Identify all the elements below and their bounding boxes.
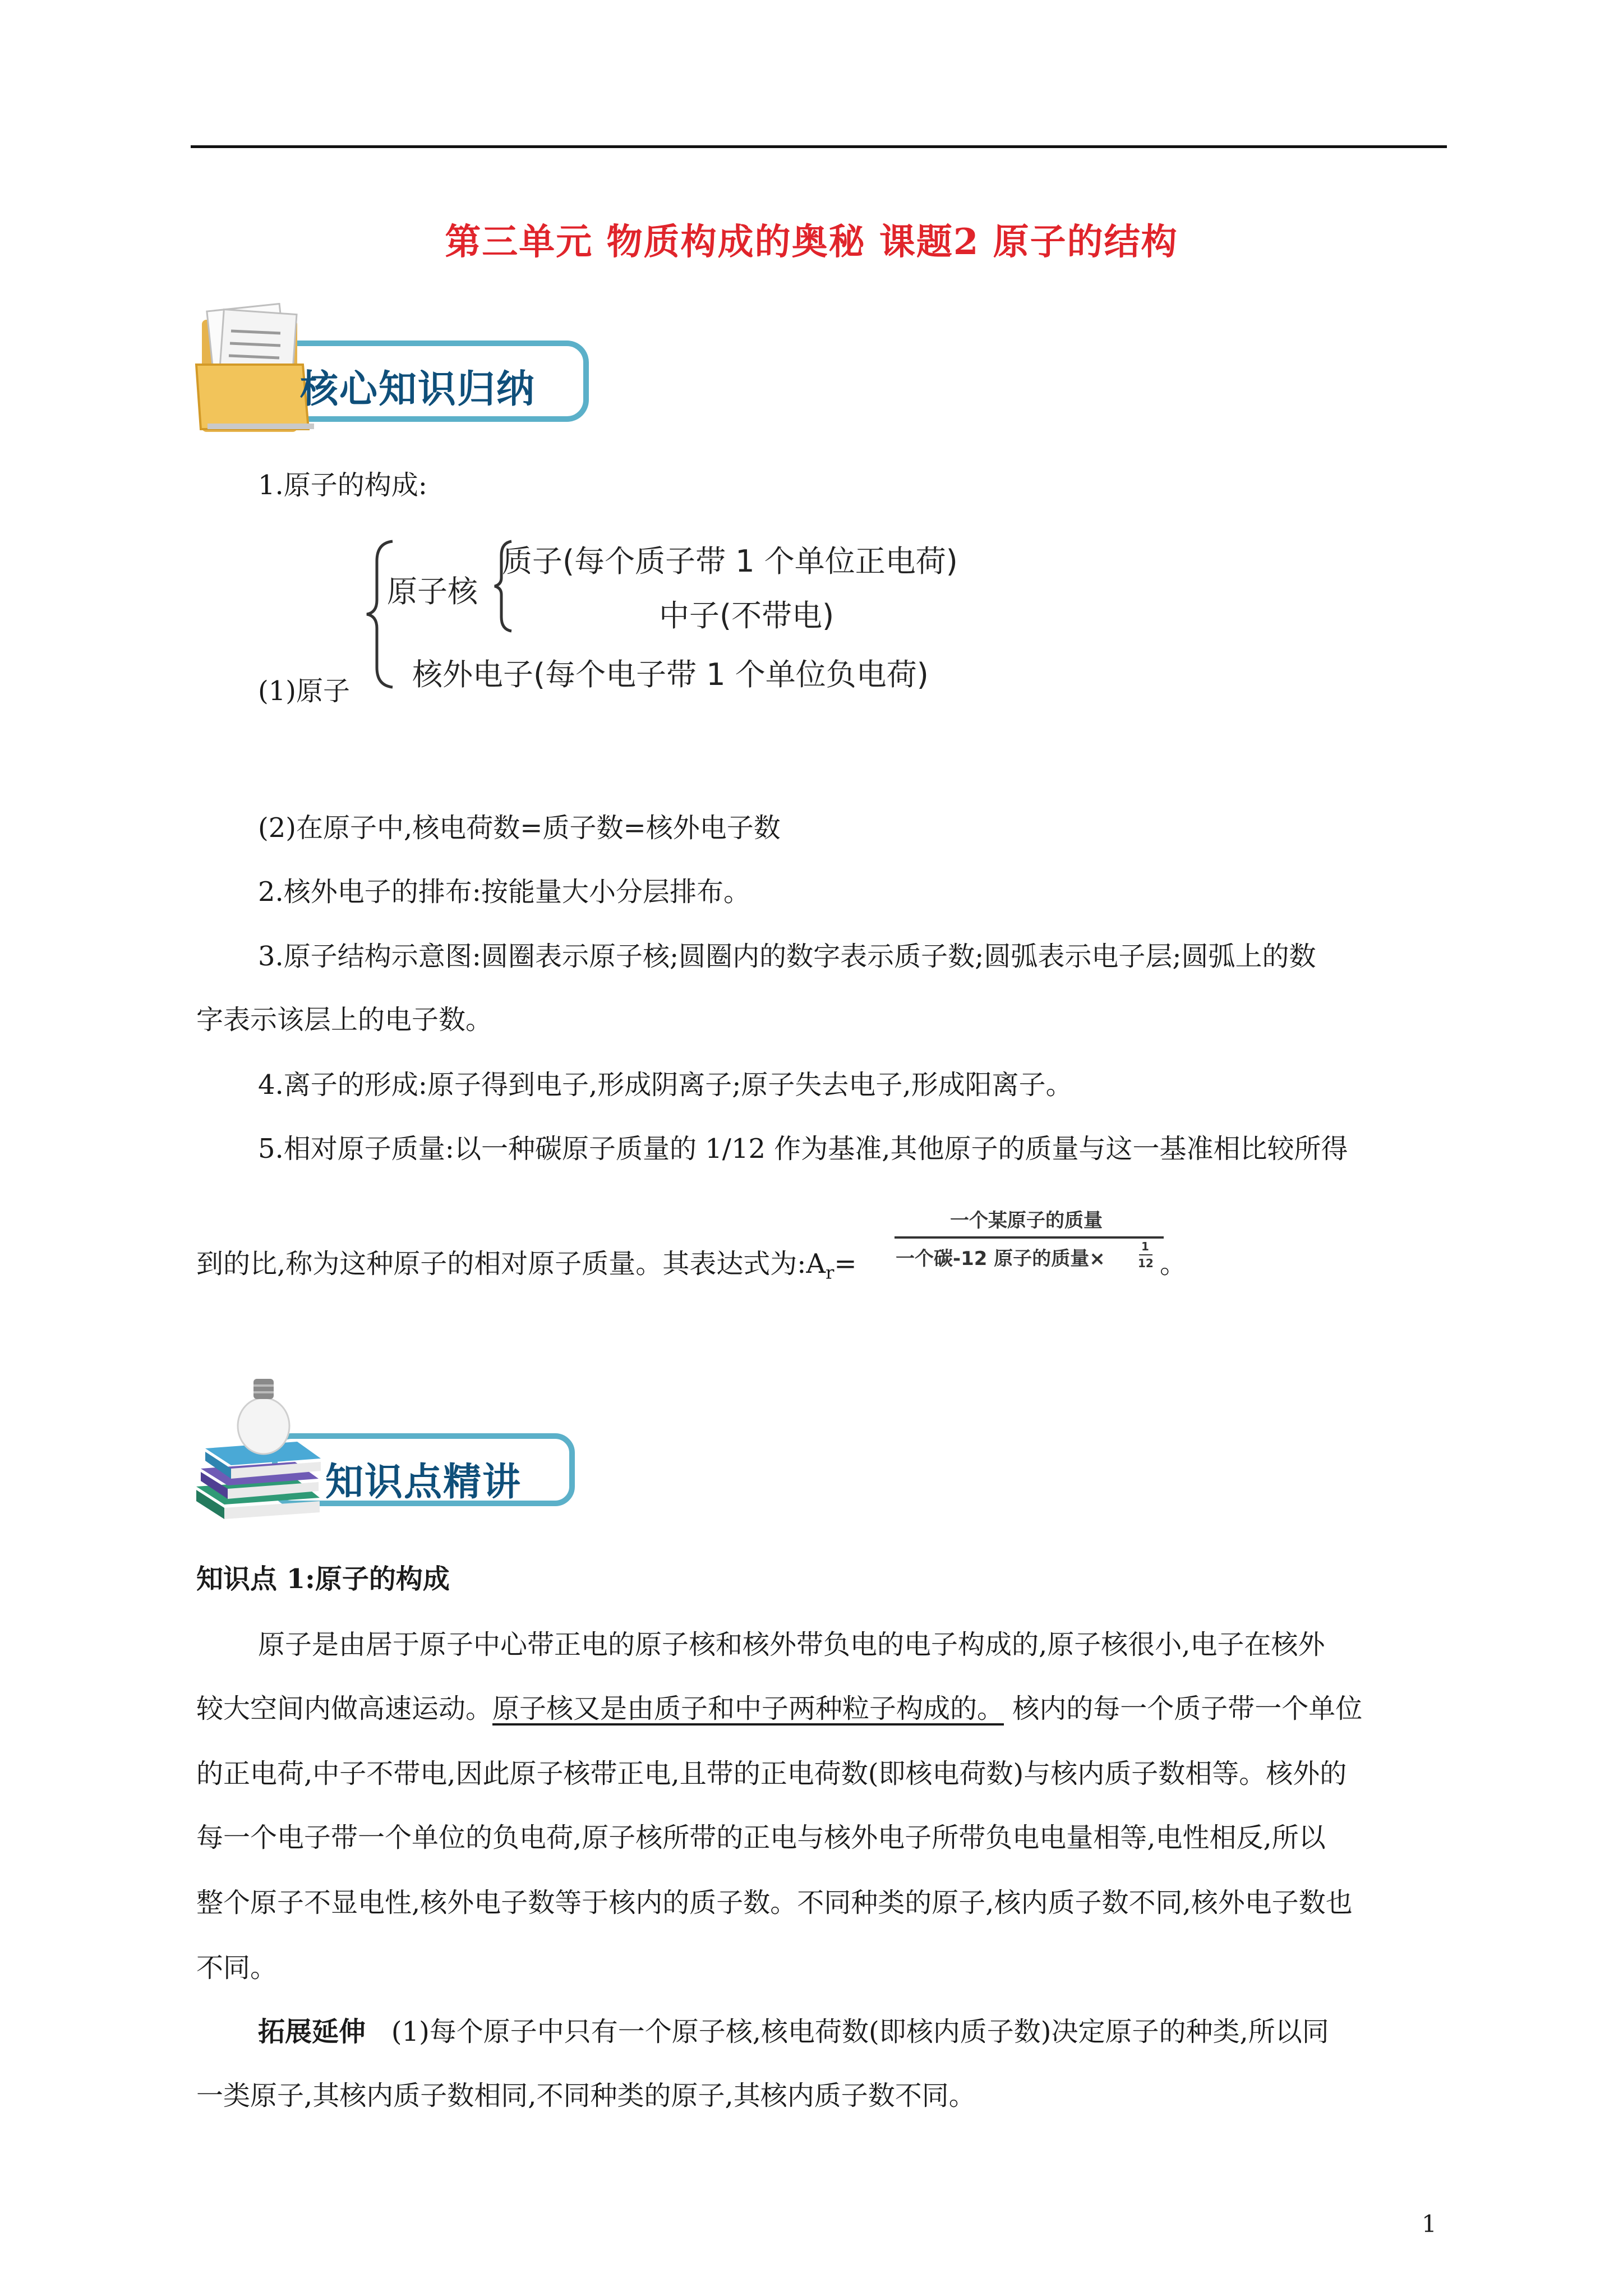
summary-item-5-line2: [196, 1247, 857, 1290]
section-1-underlined-sentence: 原子核又是由质子和中子两种粒子构成的。: [492, 1693, 1004, 1724]
header-rule: [191, 145, 1447, 148]
relative-mass-formula: [895, 1205, 1175, 1281]
formula-fraction-12: 12: [1138, 1257, 1154, 1270]
summary-item-4: 4.离子的形成:原子得到电子,形成阴离子;原子失去电子,形成阳离子。: [258, 1069, 1073, 1101]
core-knowledge-badge-label: 核心知识归纳: [300, 367, 536, 412]
formula-fraction-1: 1: [1141, 1240, 1149, 1253]
atom-structure-diagram: [365, 539, 1038, 707]
summary-item-1a: (1)原子: [258, 675, 350, 707]
summary-item-3-line1: 3.原子结构示意图:圆圈表示原子核;圆圈内的数字表示质子数;圆弧表示电子层;圆弧上的数: [258, 941, 1316, 972]
formula-denominator: 一个碳-12 原子的质量×: [896, 1248, 1105, 1270]
section-1-line-5: 整个原子不显电性,核外电子数等于核内的质子数。不同种类的原子,核内质子数不同,核外电子数也: [196, 1887, 1353, 1918]
summary-item-2: 2.核外电子的排布:按能量大小分层排布。: [258, 876, 750, 908]
formula-fraction-bar: [895, 1236, 1164, 1239]
section-1-line-2c: 核内的每一个质子带一个单位: [1012, 1693, 1363, 1724]
core-knowledge-badge: [191, 303, 594, 438]
summary-item-5-text: 到的比,称为这种原子的相对原子质量。其表达式为:A: [196, 1248, 826, 1280]
summary-item-5-line1: 5.相对原子质量:以一种碳原子质量的 1/12 作为基准,其他原子的质量与这一基准相比较所得: [258, 1133, 1348, 1165]
summary-item-1: 1.原子的构成:: [258, 470, 427, 501]
section-1-line-3: 的正电荷,中子不带电,因此原子核带正电,且带的正电荷数(即核电荷数)与核内质子数相等。核外的: [196, 1758, 1347, 1789]
section-1-heading: 知识点 1:原子的构成: [196, 1563, 450, 1595]
section-1-line-2: [196, 1692, 1362, 1726]
extension-text-1: (1)每个原子中只有一个原子核,核电荷数(即核内质子数)决定原子的种类,所以同: [391, 2016, 1329, 2047]
page-title: 第三单元 物质构成的奥秘 课题2 原子的结构: [445, 221, 1178, 263]
diagram-neutron: 中子(不带电): [659, 598, 834, 633]
diagram-nucleus: 原子核: [387, 574, 478, 609]
summary-item-3-line2: 字表示该层上的电子数。: [196, 1004, 493, 1036]
page-number: 1: [1422, 2210, 1437, 2238]
extension-line-2: 一类原子,其核内质子数相同,不同种类的原子,其核内质子数不同。: [196, 2080, 976, 2111]
formula-end-mark: 。: [1160, 1248, 1187, 1280]
diagram-electron: 核外电子(每个电子带 1 个单位负电荷): [412, 657, 929, 692]
section-1-line-1: 原子是由居于原子中心带正电的原子核和核外带负电的电子构成的,原子核很小,电子在核外: [258, 1629, 1325, 1660]
section-1-line-4: 每一个电子带一个单位的负电荷,原子核所带的正电与核外电子所带负电电量相等,电性相反,所以: [196, 1822, 1326, 1853]
diagram-proton: 质子(每个质子带 1 个单位正电荷): [502, 544, 958, 579]
section-1-line-6: 不同。: [196, 1952, 278, 1984]
formula-small-bar: [1139, 1254, 1152, 1255]
extension-label: 拓展延伸: [258, 2016, 366, 2047]
formula-numerator: 一个某原子的质量: [950, 1209, 1103, 1232]
formula-equals: =: [834, 1248, 857, 1280]
key-points-badge: [191, 1374, 583, 1520]
extension-line-1: [258, 2015, 1329, 2049]
formula-subscript: r: [826, 1262, 834, 1283]
section-1-line-2a: 较大空间内做高速运动。: [196, 1693, 493, 1724]
key-points-badge-label: 知识点精讲: [325, 1460, 522, 1504]
outer-brace-icon: [365, 539, 398, 690]
summary-item-1b: (2)在原子中,核电荷数=质子数=核外电子数: [258, 812, 781, 844]
